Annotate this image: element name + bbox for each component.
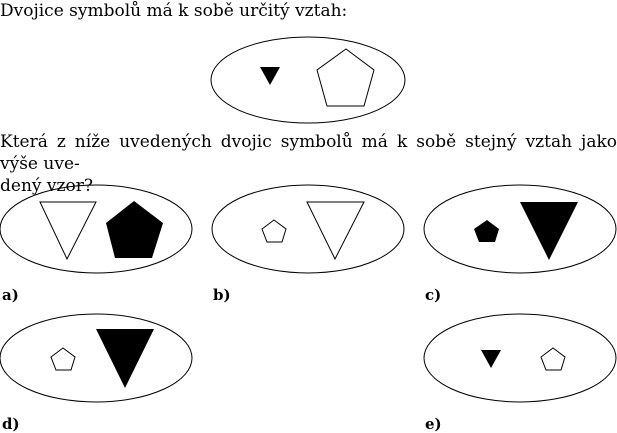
option-d-label[interactable]: d) <box>2 415 20 433</box>
option-e-label[interactable]: e) <box>425 415 442 433</box>
option-e-figure[interactable] <box>424 314 616 402</box>
question-intro: Dvojice symbolů má k sobě určitý vztah: <box>0 1 348 21</box>
option-c-figure[interactable] <box>424 185 616 273</box>
option-e-ellipse <box>424 314 616 402</box>
option-a-label[interactable]: a) <box>2 286 19 304</box>
large-filled-triangle <box>520 202 578 260</box>
small-filled-triangle <box>260 67 280 85</box>
small-outline-pentagon <box>262 220 286 242</box>
small-outline-pentagon <box>51 348 75 370</box>
option-a-ellipse <box>0 185 192 273</box>
option-d-figure[interactable] <box>0 314 192 402</box>
option-b-figure[interactable] <box>212 185 404 273</box>
option-d-ellipse <box>0 314 192 402</box>
large-filled-triangle <box>96 329 154 388</box>
option-c-ellipse <box>424 185 616 273</box>
sample-ellipse <box>211 37 405 123</box>
sample-pair <box>211 37 405 123</box>
large-outline-triangle <box>40 202 96 259</box>
question-line-1: Která z níže uvedených dvojic symbolů má k sobě stejný vztah jako výše uve- <box>0 132 617 174</box>
small-filled-pentagon <box>474 220 499 242</box>
option-c-label[interactable]: c) <box>425 286 442 304</box>
small-outline-pentagon <box>541 348 565 370</box>
option-b-label[interactable]: b) <box>213 286 231 304</box>
option-a-figure[interactable] <box>0 185 192 273</box>
large-filled-pentagon <box>106 201 163 258</box>
option-b-ellipse <box>212 185 404 273</box>
small-filled-triangle <box>481 350 501 368</box>
question-line-2: dený vzor? <box>0 176 93 196</box>
large-outline-pentagon <box>317 49 374 106</box>
large-outline-triangle <box>307 202 364 259</box>
